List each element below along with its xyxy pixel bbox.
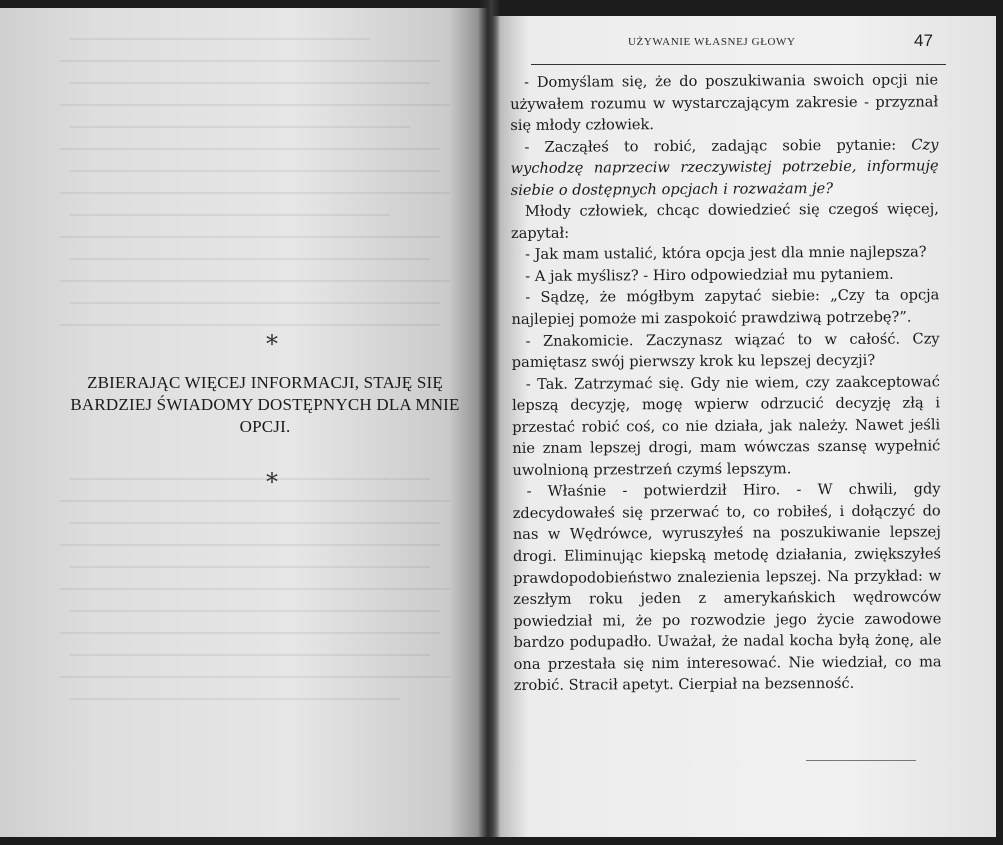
body-text (510, 69, 942, 696)
page-number: 47 (914, 31, 933, 50)
running-head: UŻYWANIE WŁASNEJ GŁOWY (628, 36, 796, 48)
paragraph: - Właśnie - potwierdził Hiro. - W chwili, gdy zdecydowałeś się przerwać to, co robiłeś, i dołączyć do nas w Wędrówce, wyruszyłeś na poszukiwanie lepszej drogi. Eliminując kiepską metodę działania, zwiększyłeś prawdopodobieństwo znalezienia lepszej. Na przykład: w zeszłym roku jeden z amerykańskich wędrowców powiedział mi, że po rozwodzie jego życie zawodowe bardzo podupadło. Uważał, że nadal kocha byłą żonę, ale ona przestała się nim interesować. Nie wiedział, co ma zrobić. Stracił apetyt. Cierpiał na bezsenność. (512, 480, 942, 695)
section-divider-bottom: * (266, 468, 278, 496)
paragraph: - Sądzę, że mógłbym zapytać siebie: „Czy ta opcja najlepiej pomoże mi zaspokoić prawdziwą potrzebę?”. (511, 286, 940, 329)
paragraph: - A jak myślisz? - Hiro odpowiedział mu pytaniem. (525, 265, 894, 285)
paragraph-text: - Zacząłeś to robić, zadając sobie pytanie: (524, 136, 897, 156)
paragraph: - Domyślam się, że do poszukiwania swoich opcji nie używałem rozumu w wystarczającym zakresie - przyznał się młody człowiek. (510, 71, 939, 135)
paragraph: - Jak mam ustalić, która opcja jest dla mnie najlepsza? (525, 243, 927, 264)
left-page (0, 8, 488, 837)
book-gutter (478, 0, 500, 837)
header-rule (531, 64, 946, 65)
section-heading: ZBIERAJĄC WIĘCEJ INFORMACJI, STAJĘ SIĘ BARDZIEJ ŚWIADOMY DOSTĘPNYCH DLA MNIE OPCJI. (70, 373, 460, 436)
paragraph: - Tak. Zatrzymać się. Gdy nie wiem, czy zaakceptować lepszą decyzję, mogę wpierw odrzucić decyzję złą i przestać robić coś, co nie działa, jak należy. Nawet jeśli nie znam lepszej drogi, mam wówczas szansę wypełnić uwolnioną przestrzeń czymś lepszym. (511, 373, 941, 479)
paragraph (510, 134, 938, 201)
italic-question: Czy wychodzę naprzeciw rzeczywistej potrzebie, informuję siebie o dostępnych opcjach i rozważam je? (510, 136, 939, 199)
footer-rule (806, 760, 916, 761)
paragraph: Młody człowiek, chcąc dowiedzieć się czegoś więcej, zapytał: (510, 200, 939, 242)
section-divider-top: * (266, 330, 278, 358)
paragraph: - Znakomicie. Zaczynasz wiązać to w całość. Czy pamiętasz swój pierwszy krok ku lepszej decyzji? (511, 329, 940, 372)
